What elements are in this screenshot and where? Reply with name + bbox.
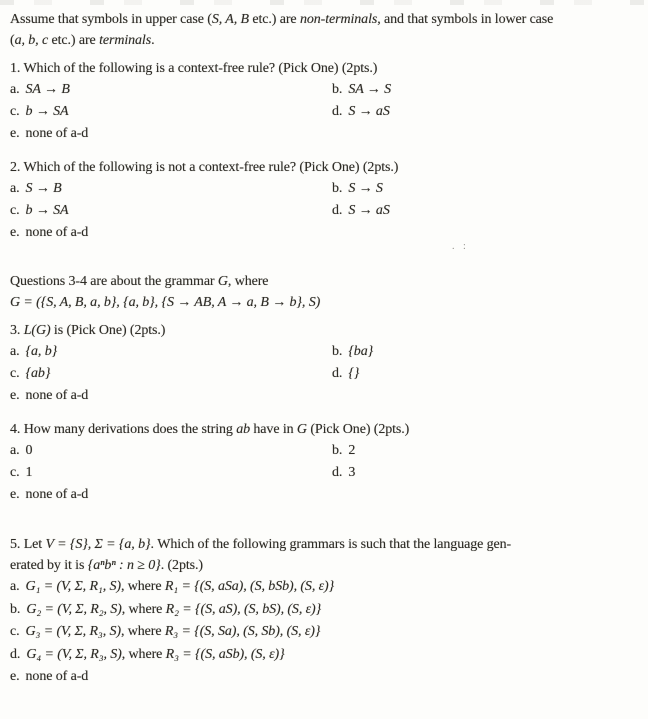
text-segment: G₃ = (V, Σ, R₃, S) — [25, 624, 121, 639]
option-text — [26, 388, 89, 403]
scan-noise-strip — [0, 0, 648, 5]
text-segment: S → S — [348, 181, 383, 196]
text-segment: {ba} — [348, 344, 374, 359]
option-row-2e — [10, 222, 332, 244]
question-1 — [10, 58, 640, 145]
text-segment: (Pick One) (2pts.) — [306, 422, 410, 437]
option-label: b. — [332, 344, 343, 359]
option-row-2d — [332, 200, 640, 222]
text-segment: b → SA — [25, 203, 69, 218]
text-segment: G — [217, 274, 228, 289]
grammar-intro-line-1 — [10, 271, 640, 292]
option-label: c. — [10, 366, 20, 381]
option-text — [26, 104, 69, 119]
text-segment: none of a-d — [25, 487, 89, 502]
text-segment: . — [151, 33, 155, 48]
text-segment: , and that symbols in lower case — [377, 12, 554, 27]
option-row-3b — [332, 341, 640, 363]
option-label: e. — [10, 225, 20, 240]
text-segment: 5. Let — [10, 537, 46, 552]
option-label: b. — [332, 181, 343, 196]
option-label: a. — [10, 443, 20, 458]
option-label: d. — [332, 203, 343, 218]
text-segment: G₄ = (V, Σ, R₃, S) — [26, 646, 122, 662]
text-segment: is (Pick One) (2pts.) — [50, 323, 166, 338]
text-segment: R₁ = {(S, aSa), (S, bSb), (S, ε)} — [164, 579, 335, 594]
text-segment: none of a-d — [25, 126, 89, 141]
option-row-1d — [332, 101, 640, 123]
option-label: c. — [10, 624, 20, 639]
text-segment: terminals — [99, 33, 152, 48]
option-row-5a — [10, 576, 640, 599]
option-label: d. — [332, 104, 343, 119]
option-text — [26, 225, 89, 240]
text-segment: , where — [120, 624, 165, 639]
text-segment: Assume that symbols in upper case ( — [10, 12, 212, 27]
question-4 — [10, 419, 640, 506]
text-segment: R₂ = {(S, aS), (S, bS), (S, ε)} — [165, 601, 322, 617]
text-segment: G₁ = (V, Σ, R₁, S) — [25, 579, 121, 594]
option-label: b. — [332, 443, 343, 458]
text-segment: 2 — [348, 443, 356, 458]
option-text — [26, 669, 89, 684]
text-segment: G₂ = (V, Σ, R₂, S) — [26, 601, 122, 617]
option-row-5e — [10, 666, 640, 689]
option-row-1a — [10, 79, 332, 101]
option-label: a. — [10, 181, 20, 196]
option-text — [26, 579, 335, 594]
text-segment: S → B — [25, 181, 62, 196]
option-text — [26, 82, 70, 97]
question-2 — [10, 157, 640, 244]
text-segment: etc.) are — [248, 12, 300, 27]
text-segment: {aⁿbⁿ : n ≥ 0} — [87, 558, 161, 573]
option-text — [26, 465, 33, 480]
option-row-4a — [10, 440, 332, 462]
question-5-prompt-line-2 — [10, 555, 640, 576]
question-2-options — [10, 178, 640, 244]
text-segment: a, b, c — [14, 33, 49, 48]
text-segment: L(G) — [23, 323, 51, 338]
option-row-4d — [332, 462, 640, 484]
option-text — [26, 647, 284, 662]
text-segment: non-terminals — [299, 12, 378, 27]
scan-artifact: . : — [452, 241, 469, 252]
text-segment: {} — [348, 366, 360, 381]
option-row-2b — [332, 178, 640, 200]
option-label: c. — [10, 104, 20, 119]
text-segment: G — [296, 422, 307, 437]
text-segment: , where — [120, 579, 165, 594]
option-label: e. — [10, 126, 20, 141]
option-label: d. — [10, 646, 21, 662]
question-3-prompt — [10, 320, 640, 341]
text-segment: b → SA — [25, 104, 69, 119]
text-segment: none of a-d — [25, 669, 89, 684]
text-segment: SA → B — [25, 82, 70, 97]
option-text — [26, 366, 51, 381]
option-text — [348, 104, 389, 119]
option-label: a. — [10, 82, 20, 97]
option-row-5b — [10, 599, 640, 622]
text-segment: G = ({S, A, B, a, b}, {a, b}, {S → AB, A → a, B → b}, S) — [10, 295, 321, 310]
option-text — [348, 82, 391, 97]
text-segment: 3. — [10, 323, 24, 338]
option-label: c. — [10, 465, 20, 480]
text-segment: have in — [250, 422, 297, 437]
grammar-definition — [10, 292, 640, 313]
text-segment: etc.) are — [48, 33, 100, 48]
text-segment: 4. How many derivations does the string — [10, 422, 237, 437]
text-segment: , where — [227, 274, 269, 289]
text-segment: R₃ = {(S, Sa), (S, Sb), (S, ε)} — [164, 624, 321, 639]
option-text — [26, 443, 33, 458]
option-text — [26, 181, 62, 196]
question-5-prompt-line-1 — [10, 534, 640, 555]
option-row-1e — [10, 123, 332, 145]
text-segment: 1 — [25, 465, 33, 480]
option-row-1b — [332, 79, 640, 101]
option-row-3d — [332, 363, 640, 385]
option-text — [26, 344, 58, 359]
question-5-options — [10, 576, 640, 689]
option-text — [26, 487, 89, 502]
text-segment: {a, b} — [25, 344, 58, 359]
option-text — [26, 624, 321, 639]
option-row-2c — [10, 200, 332, 222]
text-segment: V = {S}, Σ = {a, b} — [45, 537, 151, 552]
option-label: c. — [10, 203, 20, 218]
option-text — [348, 203, 389, 218]
text-segment: , where — [121, 601, 166, 617]
text-segment: 2. Which of the following is not a context-free rule? (Pick One) (2pts.) — [10, 160, 399, 175]
question-3-options — [10, 341, 640, 407]
text-segment: 1. Which of the following is a context-free rule? (Pick One) (2pts.) — [10, 61, 378, 76]
option-label: e. — [10, 487, 20, 502]
option-row-5c — [10, 621, 640, 644]
option-row-1c — [10, 101, 332, 123]
option-label: e. — [10, 388, 20, 403]
option-row-3c — [10, 363, 332, 385]
option-label: d. — [332, 465, 343, 480]
question-1-options — [10, 79, 640, 145]
question-2-prompt — [10, 157, 640, 178]
option-text — [348, 465, 355, 480]
text-segment: {ab} — [25, 366, 51, 381]
option-row-3a — [10, 341, 332, 363]
option-row-4e — [10, 484, 332, 506]
option-row-4b — [332, 440, 640, 462]
text-segment: none of a-d — [25, 388, 89, 403]
text-segment: ab — [236, 422, 250, 437]
option-text — [348, 344, 373, 359]
option-text — [348, 181, 383, 196]
text-segment: S → aS — [348, 104, 390, 119]
preamble-line-2 — [10, 30, 640, 51]
text-segment: R₃ = {(S, aSb), (S, ε)} — [165, 646, 285, 662]
question-3 — [10, 320, 640, 407]
option-text — [26, 203, 69, 218]
question-1-prompt — [10, 58, 640, 79]
preamble-line-1 — [10, 9, 640, 30]
text-segment: . Which of the following grammars is such that the language gen- — [150, 537, 512, 552]
text-segment: 0 — [25, 443, 33, 458]
text-segment: SA → S — [348, 82, 392, 97]
option-label: e. — [10, 669, 20, 684]
option-text — [26, 126, 89, 141]
option-row-2a — [10, 178, 332, 200]
text-segment: none of a-d — [25, 225, 89, 240]
option-text — [26, 602, 321, 617]
option-text — [348, 366, 359, 381]
option-label: b. — [10, 601, 21, 617]
option-label: a. — [10, 579, 20, 594]
option-row-5d — [10, 644, 640, 667]
text-segment: erated by it is — [10, 558, 88, 573]
question-4-options — [10, 440, 640, 506]
option-text — [348, 443, 355, 458]
option-label: d. — [332, 366, 343, 381]
text-segment: 3 — [348, 465, 356, 480]
text-segment: Questions 3-4 are about the grammar — [10, 274, 218, 289]
option-row-3e — [10, 385, 332, 407]
text-segment: ( — [10, 33, 15, 48]
text-segment: S, A, B — [211, 12, 249, 27]
text-segment: , where — [121, 646, 166, 662]
option-row-4c — [10, 462, 332, 484]
grammar-intro — [10, 271, 640, 313]
text-segment: . (2pts.) — [160, 558, 203, 573]
question-4-prompt — [10, 419, 640, 440]
option-label: b. — [332, 82, 343, 97]
question-5 — [10, 534, 640, 689]
option-label: a. — [10, 344, 20, 359]
text-segment: S → aS — [348, 203, 390, 218]
